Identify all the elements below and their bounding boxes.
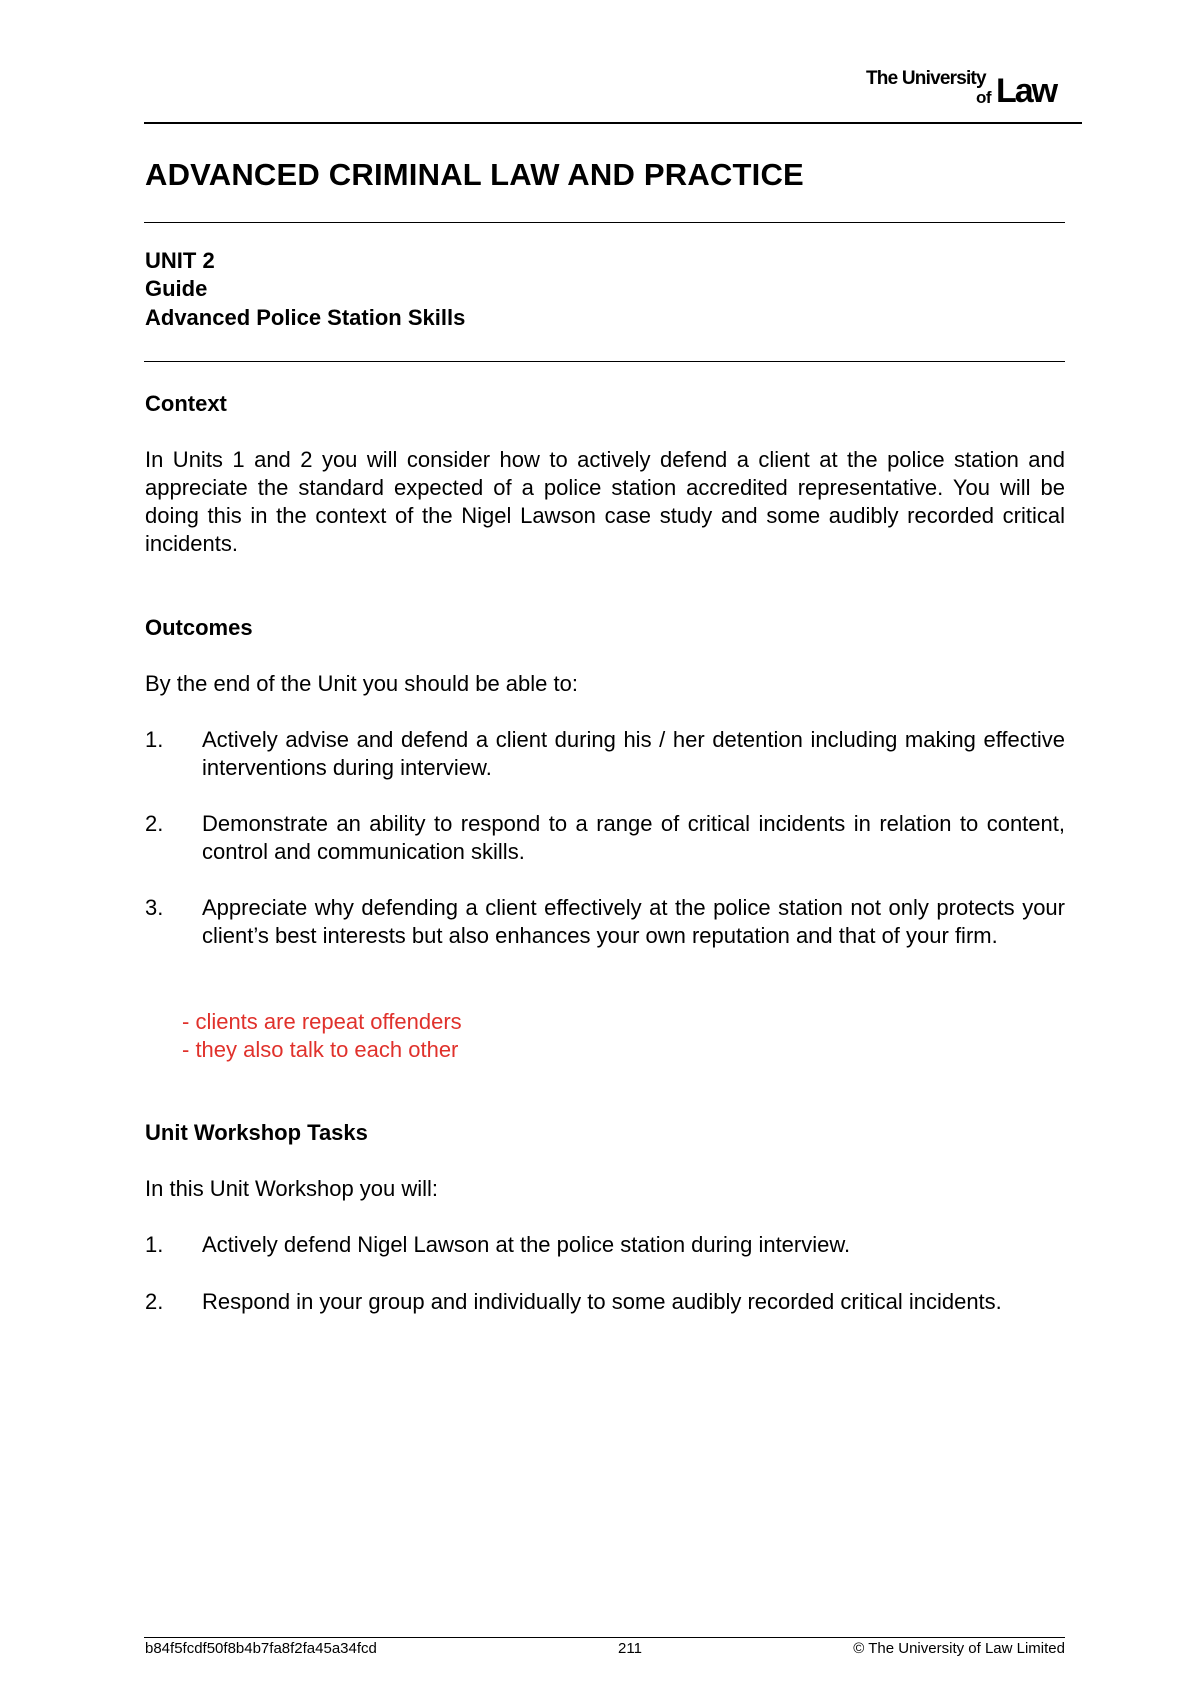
context-heading: Context	[145, 391, 227, 416]
task-number: 2.	[145, 1289, 164, 1314]
workshop-heading: Unit Workshop Tasks	[145, 1120, 368, 1145]
logo-law: Law	[996, 72, 1057, 110]
outcomes-intro: By the end of the Unit you should be able to:	[145, 671, 578, 696]
outcome-text: Appreciate why defending a client effectively at the police station not only protects your client’s best interests but also enhances your own reputation and that of your firm.	[202, 895, 1065, 948]
outcomes-heading: Outcomes	[145, 615, 253, 640]
copyright: © The University of Law Limited	[853, 1640, 1065, 1657]
annotation-note: - clients are repeat offenders	[182, 1009, 462, 1034]
task-text: Respond in your group and individually to some audibly recorded critical incidents.	[202, 1289, 1002, 1314]
outcome-number: 3.	[145, 895, 164, 920]
task-number: 1.	[145, 1232, 164, 1257]
divider	[144, 222, 1065, 223]
unit-type: Guide	[145, 276, 208, 301]
outcome-text: Demonstrate an ability to respond to a range of critical incidents in relation to content, control and communication skills.	[202, 811, 1065, 864]
footer-rule	[144, 1637, 1065, 1638]
university-of-law-logo	[866, 68, 1076, 110]
divider	[144, 361, 1065, 362]
outcome-number: 1.	[145, 727, 164, 752]
header-rule	[144, 122, 1082, 124]
task-text: Actively defend Nigel Lawson at the police station during interview.	[202, 1232, 851, 1257]
document-title: ADVANCED CRIMINAL LAW AND PRACTICE	[145, 157, 804, 192]
outcome-text: Actively advise and defend a client during his / her detention including making effective interventions during interview.	[202, 727, 1065, 780]
context-body: In Units 1 and 2 you will consider how to actively defend a client at the police station and appreciate the standard expected of a police station accredited representative. You will be doing this in the context of the Nigel Lawson case study and some audibly recorded critical incidents.	[145, 447, 1065, 556]
annotation-note: - they also talk to each other	[182, 1037, 459, 1062]
unit-name: Advanced Police Station Skills	[145, 305, 466, 330]
page-number: 211	[618, 1640, 642, 1657]
unit-number: UNIT 2	[145, 248, 215, 273]
outcome-number: 2.	[145, 811, 164, 836]
document-code: b84f5fcdf50f8b4b7fa8f2fa45a34fcd	[145, 1640, 377, 1657]
workshop-intro: In this Unit Workshop you will:	[145, 1176, 439, 1201]
logo-of: of	[976, 88, 992, 107]
logo-line1: The University	[866, 68, 986, 89]
